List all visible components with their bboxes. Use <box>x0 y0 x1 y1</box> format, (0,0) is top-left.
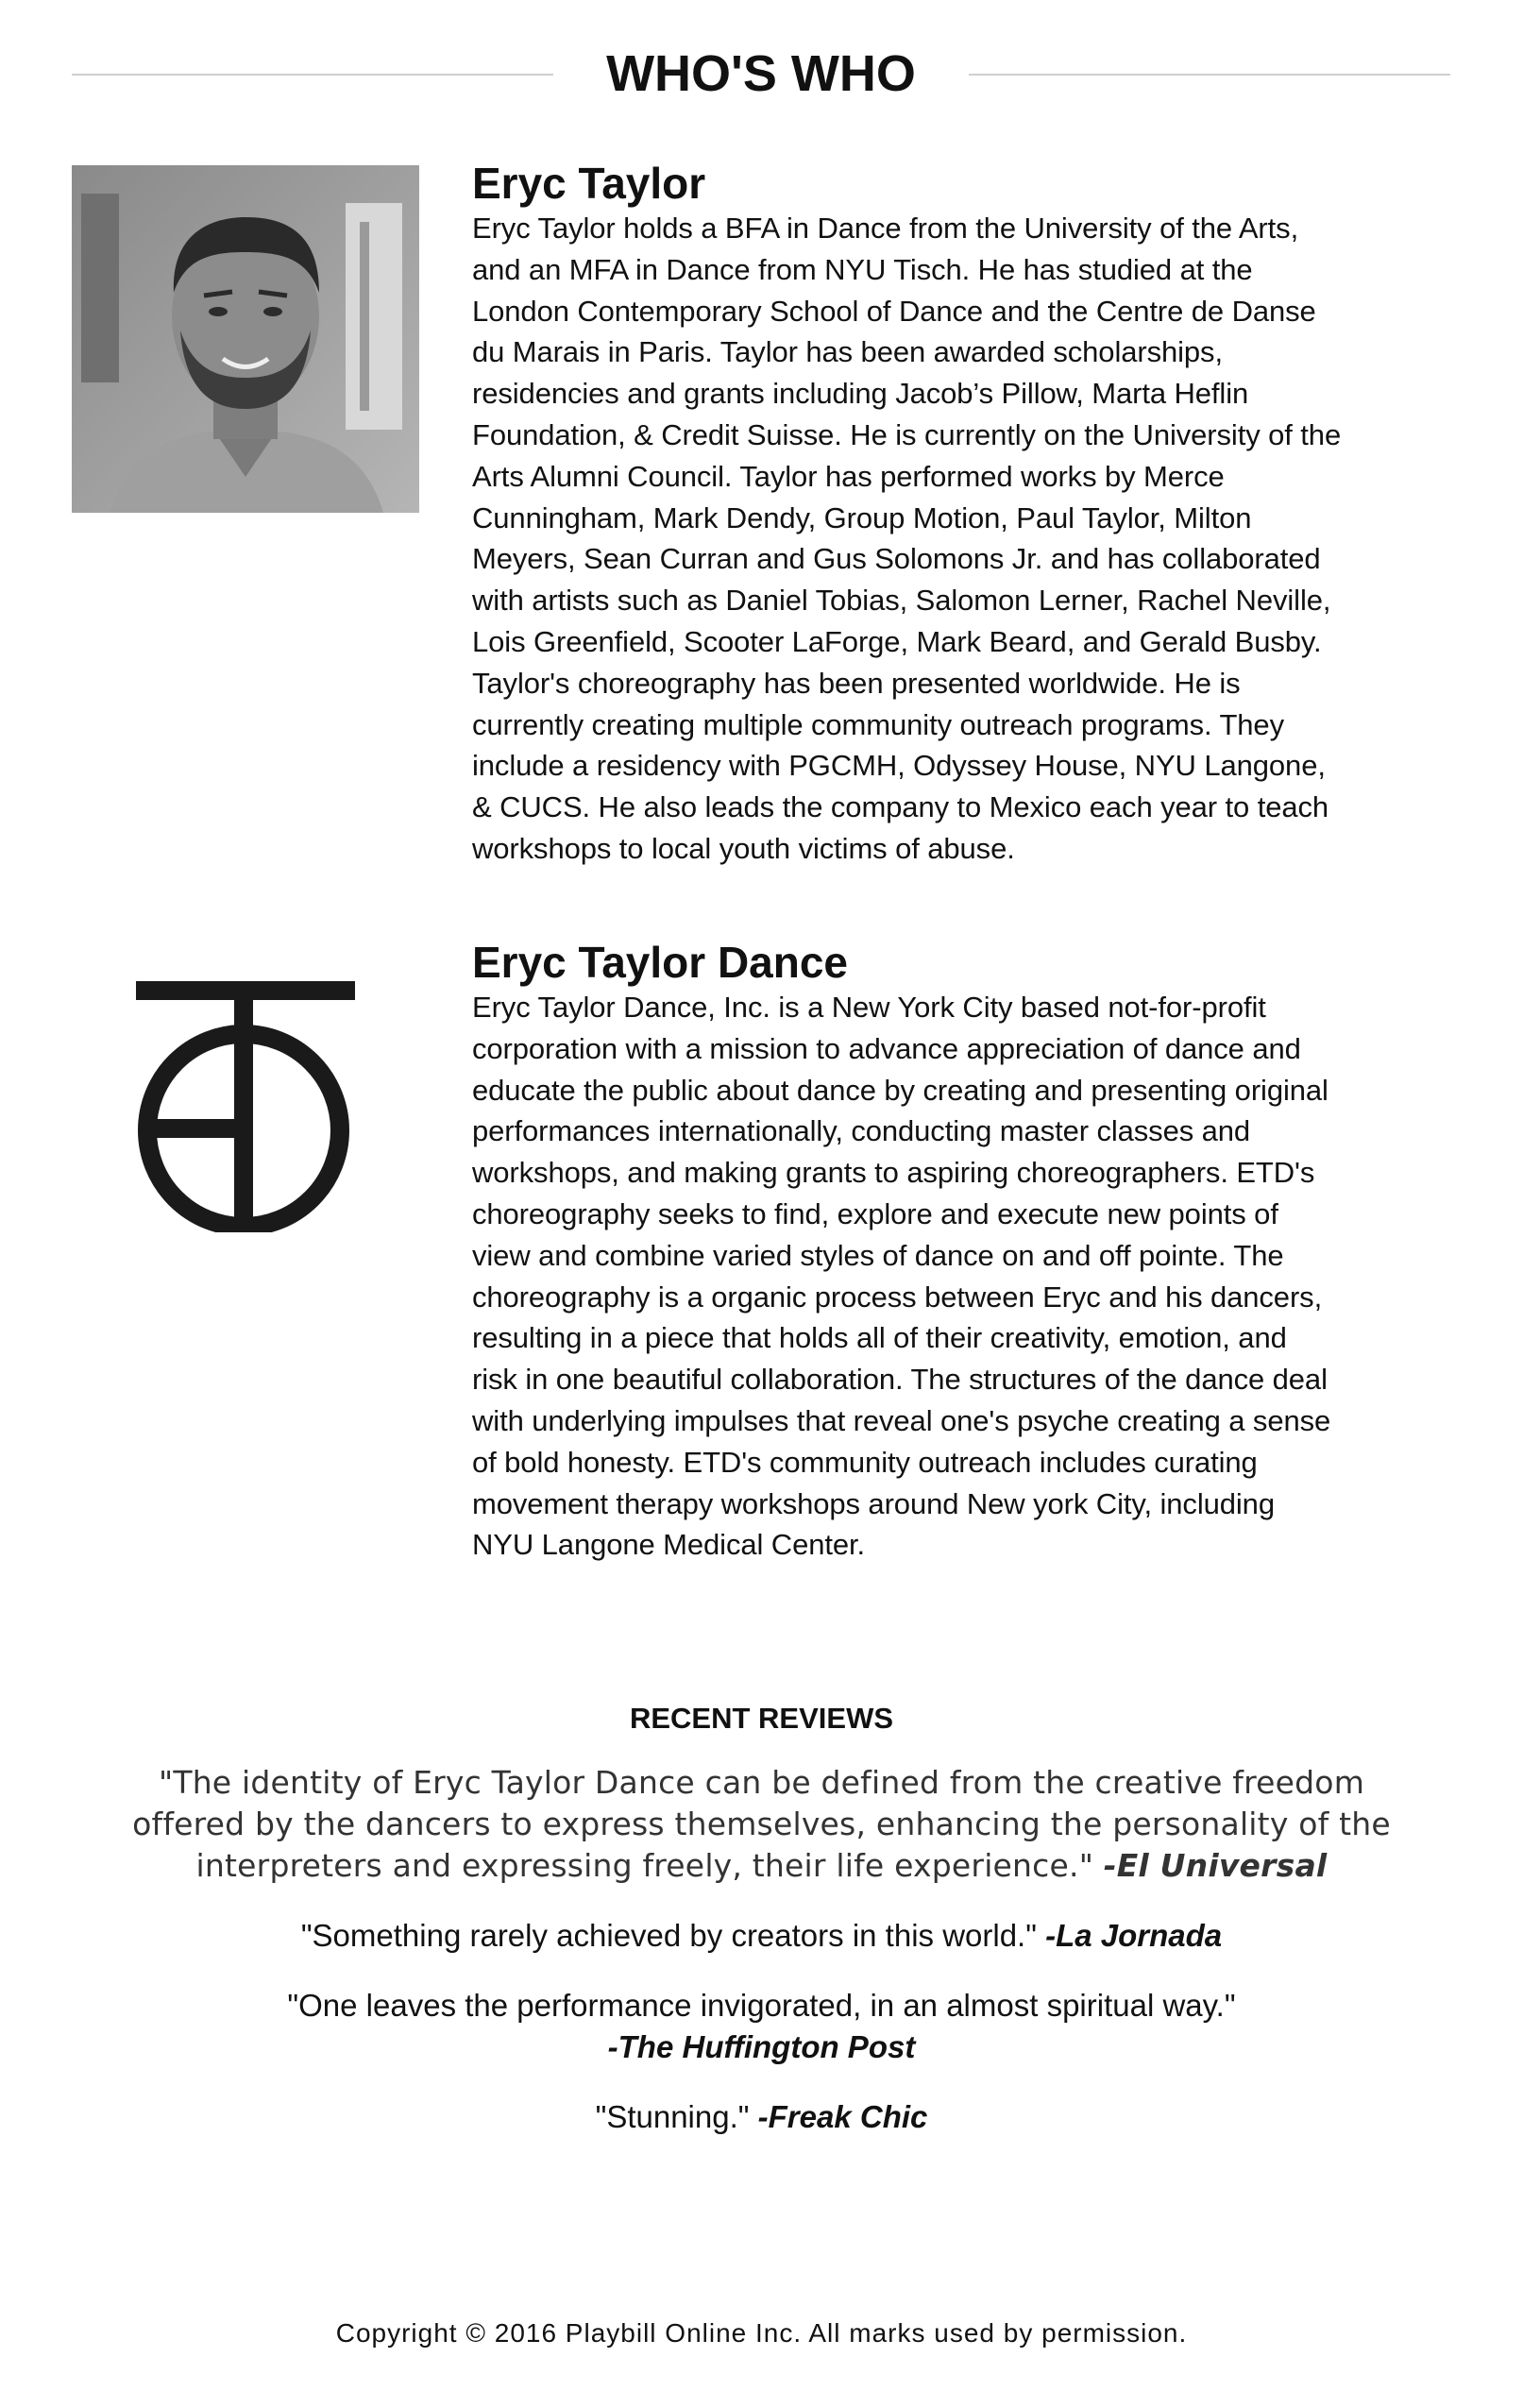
review-source: -The Huffington Post <box>607 2029 916 2064</box>
review-quote <box>57 1915 1466 1957</box>
review-quote-line: offered by the dancers to express themselves, enhancing the personality of the <box>132 1806 1391 1842</box>
company-bio-line: movement therapy workshops around New york City, including <box>472 1486 1275 1520</box>
review-source: -La Jornada <box>1045 1918 1223 1953</box>
company-bio-line: choreography is a organic process between Eryc and his dancers, <box>472 1280 1323 1314</box>
person-bio-line: workshops to local youth victims of abuse. <box>472 831 1015 865</box>
review-source: -El Universal <box>1103 1847 1328 1884</box>
person-bio-line: Taylor's choreography has been presented worldwide. He is <box>472 666 1241 700</box>
header-rule-right <box>969 74 1450 76</box>
company-name: Eryc Taylor Dance <box>472 938 849 987</box>
review-quote-line: "Stunning." <box>595 2099 750 2134</box>
person-bio-line: Foundation, & Credit Suisse. He is currently on the University of the <box>472 417 1342 451</box>
page-header <box>72 38 1450 113</box>
company-bio-line: with underlying impulses that reveal one's psyche creating a sense <box>472 1403 1331 1437</box>
company-bio-line: educate the public about dance by creating and presenting original <box>472 1073 1328 1107</box>
person-name: Eryc Taylor <box>472 159 706 208</box>
company-bio-line: choreography seeks to find, explore and execute new points of <box>472 1196 1278 1230</box>
review-quote-line: "One leaves the performance invigorated, in an almost spiritual way." <box>287 1988 1236 2023</box>
company-bio-line: performances internationally, conducting master classes and <box>472 1114 1251 1148</box>
person-bio-line: Arts Alumni Council. Taylor has performed works by Merce <box>472 459 1225 493</box>
company-bio <box>472 987 1454 1566</box>
person-bio-line: include a residency with PGCMH, Odyssey House, NYU Langone, <box>472 749 1326 783</box>
person-bio-line: Eryc Taylor holds a BFA in Dance from the University of the Arts, <box>472 212 1299 245</box>
person-bio-line: currently creating multiple community outreach programs. They <box>472 707 1284 741</box>
review-quote <box>57 1985 1466 2068</box>
company-bio-line: resulting in a piece that holds all of their creativity, emotion, and <box>472 1321 1287 1355</box>
reviews-section <box>57 1700 1466 2138</box>
person-bio-line: residencies and grants including Jacob’s Pillow, Marta Heflin <box>472 377 1249 411</box>
company-bio-line: of bold honesty. ETD's community outreach includes curating <box>472 1445 1258 1479</box>
review-quote-line: interpreters and expressing freely, their life experience." <box>195 1847 1094 1884</box>
company-bio-line: risk in one beautiful collaboration. The structures of the dance deal <box>472 1363 1328 1397</box>
person-bio-line: London Contemporary School of Dance and the Centre de Danse <box>472 294 1316 328</box>
person-bio-line: with artists such as Daniel Tobias, Salomon Lerner, Rachel Neville, <box>472 584 1331 618</box>
company-bio-line: NYU Langone Medical Center. <box>472 1528 866 1562</box>
etd-logo <box>132 977 359 1232</box>
review-quote <box>57 2096 1466 2138</box>
review-quote-line: "The identity of Eryc Taylor Dance can be defined from the creative freedom <box>158 1764 1365 1801</box>
portrait-image <box>72 165 419 513</box>
person-bio-line: & CUCS. He also leads the company to Mexico each year to teach <box>472 790 1329 824</box>
person-bio-line: Cunningham, Mark Dendy, Group Motion, Paul Taylor, Milton <box>472 500 1252 534</box>
person-bio-line: Meyers, Sean Curran and Gus Solomons Jr. and has collaborated <box>472 542 1321 576</box>
person-bio <box>472 208 1454 870</box>
review-quote <box>57 1762 1466 1887</box>
page-title: WHO'S WHO <box>606 45 916 102</box>
person-bio-line: Lois Greenfield, Scooter LaForge, Mark Beard, and Gerald Busby. <box>472 624 1322 658</box>
person-bio-line: du Marais in Paris. Taylor has been awarded scholarships, <box>472 335 1223 369</box>
person-bio-section <box>472 159 1454 870</box>
company-bio-line: view and combine varied styles of dance on and off pointe. The <box>472 1238 1284 1272</box>
reviews-heading: RECENT REVIEWS <box>629 1702 894 1735</box>
person-bio-line: and an MFA in Dance from NYU Tisch. He has studied at the <box>472 252 1253 286</box>
review-quote-line: "Something rarely achieved by creators in this world." <box>300 1918 1037 1953</box>
company-bio-line: corporation with a mission to advance appreciation of dance and <box>472 1031 1301 1065</box>
etd-logo-icon <box>132 977 359 1232</box>
company-bio-line: workshops, and making grants to aspiring choreographers. ETD's <box>472 1156 1315 1190</box>
review-source: -Freak Chic <box>757 2099 928 2134</box>
copyright-footer: Copyright © 2016 Playbill Online Inc. All marks used by permission. <box>335 2318 1188 2348</box>
company-bio-section <box>472 938 1454 1566</box>
company-bio-line: Eryc Taylor Dance, Inc. is a New York City based not-for-profit <box>472 991 1266 1024</box>
portrait-photo <box>72 165 419 513</box>
